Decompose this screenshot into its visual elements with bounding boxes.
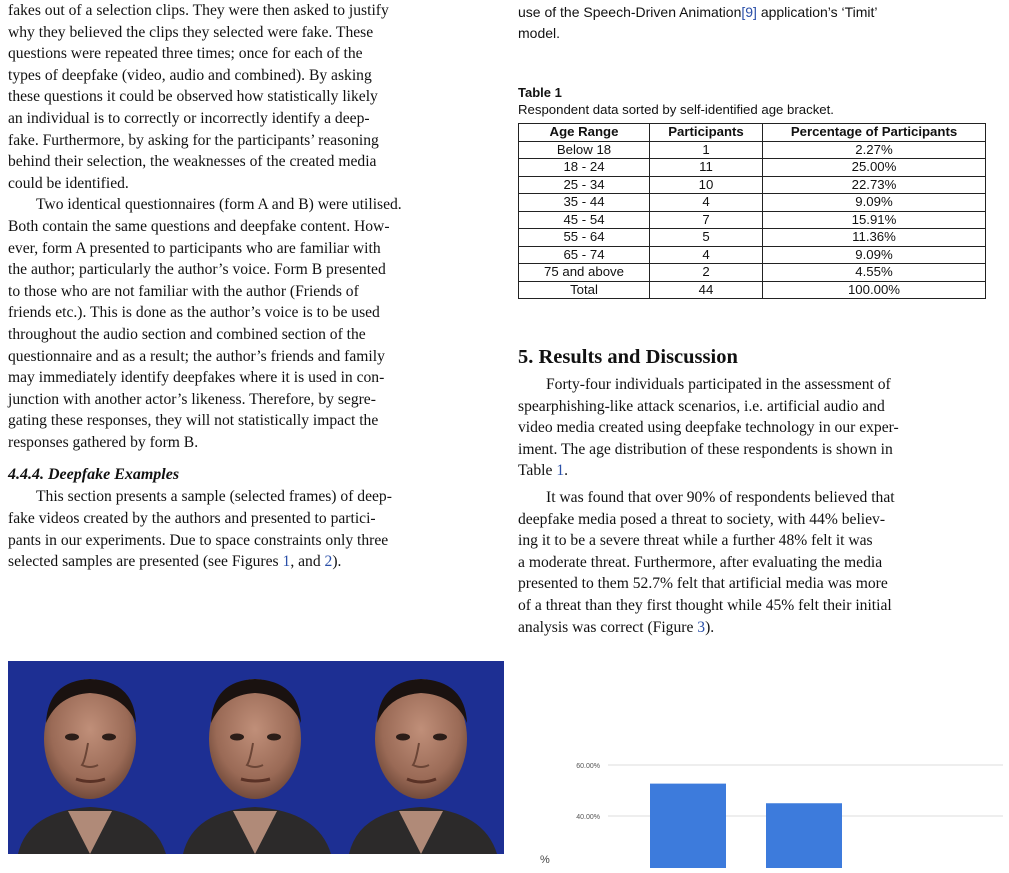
face-frame-1 bbox=[8, 661, 173, 854]
face-frame-3 bbox=[339, 661, 504, 854]
table-row bbox=[519, 159, 986, 177]
deepfake-frames-figure bbox=[8, 661, 504, 854]
table-cell: 55 - 64 bbox=[519, 229, 650, 247]
method-paragraph-2-line: questionnaire and as a result; the author’s friends and family bbox=[8, 347, 385, 365]
table-row bbox=[519, 141, 986, 159]
table-header-row bbox=[519, 124, 986, 142]
table-caption: Respondent data sorted by self-identified age bracket. bbox=[518, 102, 834, 117]
table-cell: 25 - 34 bbox=[519, 176, 650, 194]
examples-paragraph bbox=[8, 486, 495, 551]
table-cell: 65 - 74 bbox=[519, 246, 650, 264]
left-column bbox=[8, 0, 495, 573]
method-paragraph-1-line: could be identified. bbox=[8, 174, 129, 192]
results-paragraph-2 bbox=[518, 487, 1002, 617]
table-cell: 45 - 54 bbox=[519, 211, 650, 229]
table-row bbox=[519, 229, 986, 247]
section-title: 5. Results and Discussion bbox=[518, 346, 738, 368]
face-frame-2 bbox=[173, 661, 338, 854]
table-header-cell: Percentage of Participants bbox=[763, 124, 986, 142]
results-paragraph-1 bbox=[518, 374, 1002, 460]
method-paragraph-1-line: fake. Furthermore, by asking for the participants’ reasoning bbox=[8, 131, 379, 149]
table-cell: 18 - 24 bbox=[519, 159, 650, 177]
method-paragraph-1-line: an individual is to correctly or incorrectly identify a deep- bbox=[8, 109, 370, 127]
method-paragraph-1-line: why they believed the clips they selected were fake. These bbox=[8, 23, 374, 41]
results-paragraph-1-line: video media created using deepfake technology in our exper- bbox=[518, 419, 899, 437]
method-paragraph-2-line: ever, form A presented to participants who are familiar with bbox=[8, 239, 381, 257]
table-row bbox=[519, 176, 986, 194]
examples-paragraph-last-line: selected samples are presented (see Figures 1, and 2). bbox=[8, 553, 342, 571]
results-paragraph-2-last-line: analysis was correct (Figure 3). bbox=[518, 618, 715, 636]
chart-ylabel: % bbox=[540, 854, 550, 866]
top-continuation-line-2: model. bbox=[518, 25, 561, 41]
chart-ytick-label: 40.00% bbox=[576, 814, 600, 821]
table-cell: 7 bbox=[650, 211, 763, 229]
method-paragraph-1-line: behind their selection, the weaknesses of the created media bbox=[8, 153, 377, 171]
table-cell: Below 18 bbox=[519, 141, 650, 159]
method-paragraph-2 bbox=[8, 194, 495, 453]
method-paragraph-2-line: junction with another actor’s likeness. Therefore, by segre- bbox=[8, 390, 376, 408]
table-cell: 22.73% bbox=[763, 176, 986, 194]
results-paragraph-2-line: presented to them 52.7% felt that artificial media was more bbox=[518, 575, 888, 593]
table-row bbox=[519, 281, 986, 299]
figure-ref-1[interactable]: 1 bbox=[282, 553, 291, 571]
results-paragraph-2-line: deepfake media posed a threat to society, with 44% believ- bbox=[518, 510, 886, 528]
chart-bar bbox=[650, 784, 726, 868]
results-paragraph-1-line: spearphishing-like attack scenarios, i.e. artificial audio and bbox=[518, 397, 885, 415]
results-chart-svg bbox=[528, 755, 1008, 868]
method-paragraph-1-line: fakes out of a selection clips. They were then asked to justify bbox=[8, 2, 389, 19]
subsection-title: 4.4.4. Deepfake Examples bbox=[8, 466, 180, 484]
figure-ref-2[interactable]: 2 bbox=[324, 553, 333, 571]
method-paragraph-2-line: the author; particularly the author’s voice. Form B presented bbox=[8, 261, 386, 279]
table-cell: 9.09% bbox=[763, 194, 986, 212]
table-cell: 10 bbox=[650, 176, 763, 194]
table-cell: 75 and above bbox=[519, 264, 650, 282]
table-cell: 2.27% bbox=[763, 141, 986, 159]
table-cell: 11.36% bbox=[763, 229, 986, 247]
method-paragraph-1-line: types of deepfake (video, audio and combined). By asking bbox=[8, 66, 372, 84]
method-paragraph-2-line: Two identical questionnaires (form A and B) were utilised. bbox=[36, 196, 402, 214]
citation-9[interactable]: [9] bbox=[741, 4, 757, 20]
examples-paragraph-line: This section presents a sample (selected frames) of deep- bbox=[36, 488, 392, 506]
table-cell: 9.09% bbox=[763, 246, 986, 264]
table-row bbox=[519, 246, 986, 264]
results-paragraph-2-line: ing it to be a severe threat while a further 48% felt it was bbox=[518, 532, 873, 550]
method-paragraph-2-line: gating these responses, they will not statistically impact the bbox=[8, 412, 379, 430]
table-cell: 11 bbox=[650, 159, 763, 177]
top-continuation-line: use of the Speech-Driven Animation[9] application’s ‘Timit’ bbox=[518, 4, 878, 20]
table-cell: 2 bbox=[650, 264, 763, 282]
table-cell: 15.91% bbox=[763, 211, 986, 229]
results-paragraph-1-last-line: Table 1. bbox=[518, 462, 569, 480]
method-paragraph-1-line: questions were repeated three times; once for each of the bbox=[8, 45, 363, 63]
table-cell: 100.00% bbox=[763, 281, 986, 299]
method-paragraph-2-line: to those who are not familiar with the author (Friends of bbox=[8, 282, 359, 300]
figure-ref-3[interactable]: 3 bbox=[697, 618, 706, 636]
method-paragraph-2-line: Both contain the same questions and deepfake content. How- bbox=[8, 217, 390, 235]
table-header-cell: Age Range bbox=[519, 124, 650, 142]
table-cell: 5 bbox=[650, 229, 763, 247]
results-chart bbox=[528, 755, 1008, 868]
examples-paragraph-line: pants in our experiments. Due to space constraints only three bbox=[8, 531, 389, 549]
table-cell: 4 bbox=[650, 194, 763, 212]
table-row bbox=[519, 211, 986, 229]
table-cell: 4.55% bbox=[763, 264, 986, 282]
method-paragraph-2-line: may immediately identify deepfakes where it is used in con- bbox=[8, 369, 385, 387]
results-paragraph-2-line: of a threat than they first thought while 45% felt their initial bbox=[518, 596, 892, 614]
results-paragraph-2-line: It was found that over 90% of respondents believed that bbox=[546, 488, 895, 506]
examples-paragraph-line: fake videos created by the authors and presented to partici- bbox=[8, 510, 376, 528]
table-cell: 35 - 44 bbox=[519, 194, 650, 212]
results-paragraph-2-line: a moderate threat. Furthermore, after evaluating the media bbox=[518, 553, 883, 571]
chart-bar bbox=[766, 803, 842, 868]
method-paragraph-2-line: throughout the audio section and combined section of the bbox=[8, 325, 366, 343]
table-ref-1[interactable]: 1 bbox=[556, 462, 565, 480]
table-row bbox=[519, 264, 986, 282]
table-cell: Total bbox=[519, 281, 650, 299]
table-cell: 1 bbox=[650, 141, 763, 159]
method-paragraph-2-line: friends etc.). This is done as the author’s voice is to be used bbox=[8, 304, 380, 322]
age-table bbox=[518, 123, 986, 299]
table-cell: 4 bbox=[650, 246, 763, 264]
table-header-cell: Participants bbox=[650, 124, 763, 142]
results-paragraph-1-line: Forty-four individuals participated in the assessment of bbox=[546, 376, 891, 393]
results-paragraph-1-line: iment. The age distribution of these respondents is shown in bbox=[518, 440, 893, 458]
right-column bbox=[518, 0, 1002, 638]
table-row bbox=[519, 194, 986, 212]
table-cell: 25.00% bbox=[763, 159, 986, 177]
table-cell: 44 bbox=[650, 281, 763, 299]
table-label: Table 1 bbox=[518, 85, 562, 100]
method-paragraph-1 bbox=[8, 0, 495, 194]
method-paragraph-1-line: these questions it could be observed how statistically likely bbox=[8, 88, 378, 106]
chart-ytick-label: 60.00% bbox=[576, 763, 600, 770]
method-paragraph-2-line: responses gathered by form B. bbox=[8, 433, 199, 451]
face-frames-image bbox=[8, 661, 504, 854]
